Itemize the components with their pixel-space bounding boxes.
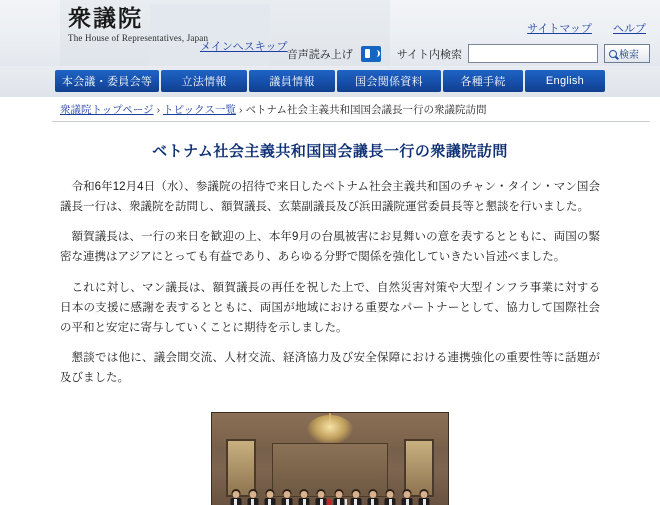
meeting-group-photo <box>211 412 449 505</box>
header-utility-links <box>509 20 646 36</box>
person-figure <box>385 491 396 505</box>
help-link[interactable]: ヘルプ <box>613 23 646 35</box>
nav-item-documents[interactable]: 国会関係資料 <box>337 70 441 92</box>
speaker-icon[interactable] <box>361 46 381 62</box>
site-logo[interactable] <box>68 6 208 43</box>
breadcrumb-item-top[interactable]: 衆議院トップページ <box>60 104 154 116</box>
search-icon <box>609 50 617 58</box>
person-figure <box>316 491 327 505</box>
person-figure <box>299 491 310 505</box>
site-search-label: サイト内検索 <box>396 48 462 61</box>
breadcrumb <box>0 97 660 121</box>
breadcrumb-separator: › <box>156 104 161 116</box>
search-button[interactable] <box>604 44 650 63</box>
person-figure <box>247 491 258 505</box>
search-button-label: 検索 <box>619 50 639 61</box>
person-figure <box>282 491 293 505</box>
skip-to-main-link[interactable]: メインへスキップ <box>200 41 288 53</box>
sitemap-link[interactable]: サイトマップ <box>527 23 592 35</box>
nav-item-legislation[interactable]: 立法情報 <box>161 70 247 92</box>
site-logo-en: The House of Representatives, Japan <box>68 33 209 44</box>
photo-window-left <box>226 439 256 497</box>
nav-item-members[interactable]: 議員情報 <box>249 70 335 92</box>
article-paragraph-2: 額賀議長は、一行の来日を歓迎の上、本年9月の台風被害にお見舞いの意を表するとともに、両国の緊密な連携はアジアにとっても有益であり、あらゆる分野で関係を強化していきたい旨述べました。 <box>60 231 600 264</box>
site-logo-jp: 衆議院 <box>68 5 143 32</box>
person-figure <box>333 491 344 505</box>
article-paragraph-4: 懇談では他に、議会間交流、人材交流、経済協力及び安全保障における連携強化の重要性等に話題が及びました。 <box>60 351 600 384</box>
person-figure <box>230 491 241 505</box>
voice-reading-label: 音声読み上げ <box>286 48 353 61</box>
site-header <box>0 0 660 66</box>
chandelier-icon <box>307 415 353 445</box>
nav-item-procedures[interactable]: 各種手続 <box>443 70 523 92</box>
breadcrumb-separator-2: › <box>239 104 243 116</box>
page-title: ベトナム社会主義共和国国会議長一行の衆議院訪問 <box>152 143 508 160</box>
article-paragraph-1: 令和6年12月4日（水）、参議院の招待で来日したベトナム社会主義共和国のチャン・タイン・マン国会議長一行は、衆議院を訪問し、額賀議長、玄葉副議長及び浜田議院運営委員長等と懇談を行いました。 <box>60 181 600 214</box>
photo-window-right <box>404 439 434 497</box>
breadcrumb-item-topics[interactable]: トピックス一覧 <box>163 104 237 116</box>
person-figure <box>350 491 361 505</box>
person-figure <box>264 491 275 505</box>
photo-people-back-row <box>230 491 430 505</box>
person-figure <box>402 491 413 505</box>
search-bar <box>287 44 650 63</box>
search-input[interactable] <box>468 44 598 63</box>
person-figure <box>367 491 378 505</box>
nav-item-plenary[interactable]: 本会議・委員会等 <box>55 70 159 92</box>
article-paragraph-3: これに対し、マン議長は、額賀議長の再任を祝した上で、自然災害対策や大型インフラ事業に対する日本の支援に感謝を表するとともに、両国が地域における重要なパートナーとして、協力して国際社会の平和と安定に寄与していくことに期待を示しました。 <box>60 281 600 334</box>
photo-back-panel <box>272 443 388 497</box>
global-navigation <box>0 66 660 97</box>
main-content <box>0 122 660 505</box>
person-figure <box>419 491 430 505</box>
breadcrumb-item-current: ベトナム社会主義共和国国会議長一行の衆議院訪問 <box>245 104 487 116</box>
nav-item-english[interactable]: English <box>525 70 605 92</box>
photo-container <box>60 412 600 505</box>
